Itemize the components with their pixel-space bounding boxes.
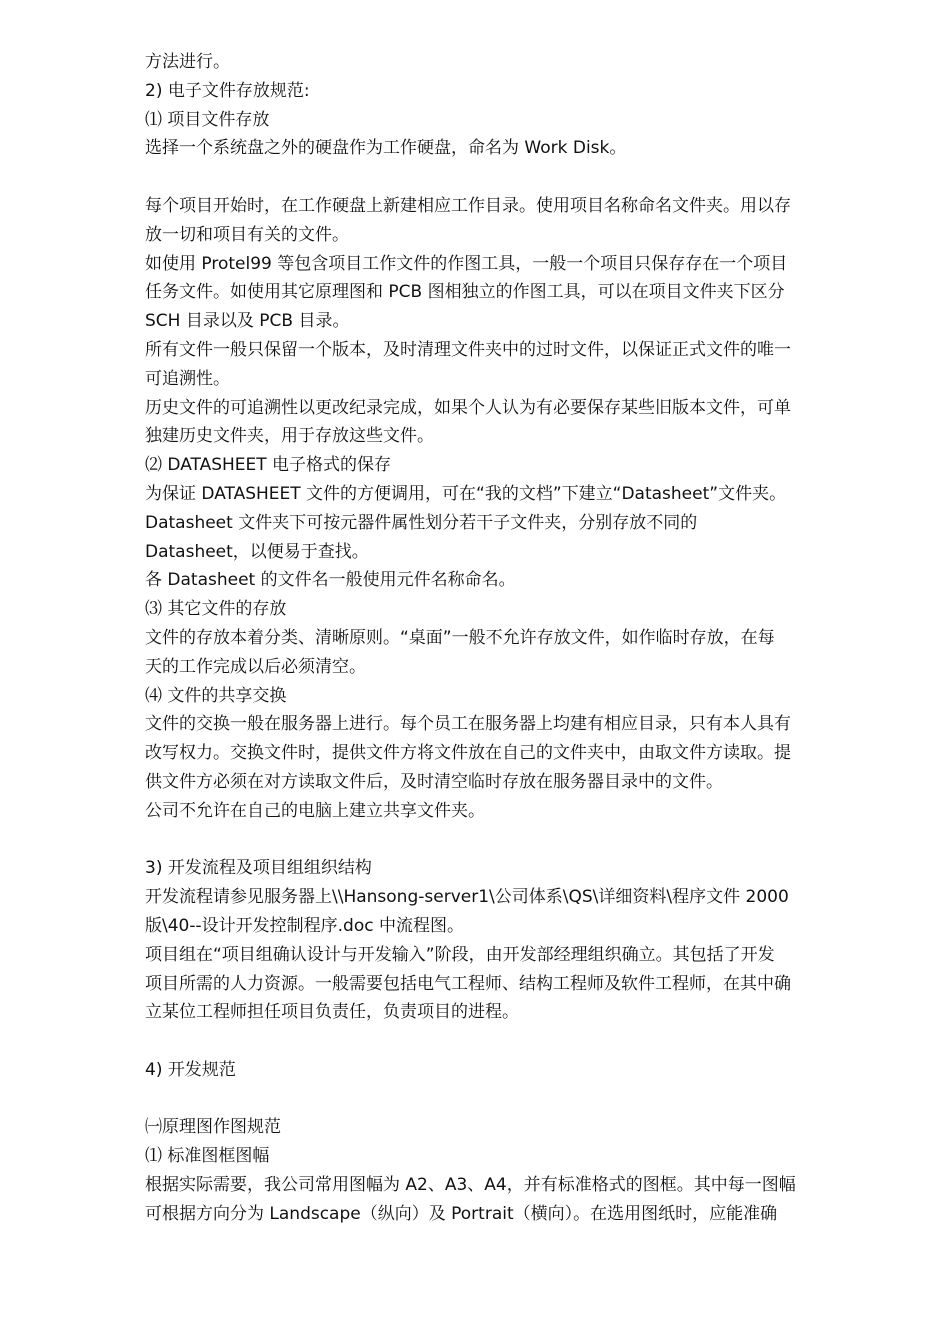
section-heading: 4) 开发规范 xyxy=(145,1059,236,1080)
text-line: 版\40--设计开发控制程序.doc 中流程图。 xyxy=(145,915,464,936)
text-line: 方法进行。 xyxy=(145,52,230,72)
text-line: 放一切和项目有关的文件。 xyxy=(145,224,349,245)
section-heading: 2) 电子文件存放规范: xyxy=(145,80,310,101)
text-line: 改写权力。交换文件时，提供文件方将文件放在自己的文件夹中，由取文件方读取。提 xyxy=(145,743,791,764)
blank-line xyxy=(145,163,885,192)
text-line: 任务文件。如使用其它原理图和 PCB 图相独立的作图工具，可以在项目文件夹下区分 xyxy=(145,282,785,303)
text-line: 供文件方必须在对方读取文件后，及时清空临时存放在服务器目录中的文件。 xyxy=(145,771,723,792)
text-line: 开发流程请参见服务器上\\Hansong-server1\公司体系\QS\详细资料\程序文件 2000 xyxy=(145,887,789,908)
subsection-heading: ⑶ 其它文件的存放 xyxy=(145,599,287,620)
document-page xyxy=(145,48,885,1229)
text-line: Datasheet，以便易于查找。 xyxy=(145,541,369,562)
text-line: 选择一个系统盘之外的硬盘作为工作硬盘，命名为 Work Disk。 xyxy=(145,138,627,159)
text-line: 根据实际需要，我公司常用图幅为 A2、A3、A4，并有标准格式的图框。其中每一图幅 xyxy=(145,1175,796,1196)
text-line: 天的工作完成以后必须清空。 xyxy=(145,656,366,677)
text-line: 项目组在“项目组确认设计与开发输入”阶段，由开发部经理组织确立。其包括了开发 xyxy=(145,944,775,965)
subsection-heading: ⑴ 标准图框图幅 xyxy=(145,1146,270,1167)
blank-line xyxy=(145,1027,885,1056)
blank-line xyxy=(145,1085,885,1114)
subsection-heading: ⑴ 项目文件存放 xyxy=(145,109,270,130)
blank-line xyxy=(145,826,885,855)
text-line: 各 Datasheet 的文件名一般使用元件名称命名。 xyxy=(145,570,516,591)
subsection-heading: ⑷ 文件的共享交换 xyxy=(145,685,287,706)
text-line: 为保证 DATASHEET 文件的方便调用，可在“我的文档”下建立“Datasheet”文件夹。 xyxy=(145,483,787,504)
text-line: Datasheet 文件夹下可按元器件属性划分若干子文件夹，分别存放不同的 xyxy=(145,512,698,533)
text-line: 文件的存放本着分类、清晰原则。“桌面”一般不允许存放文件，如作临时存放，在每 xyxy=(145,627,775,648)
section-heading: 3) 开发流程及项目组组织结构 xyxy=(145,858,372,879)
text-line: 公司不允许在自己的电脑上建立共享文件夹。 xyxy=(145,800,485,821)
text-line: 独建历史文件夹，用于存放这些文件。 xyxy=(145,426,434,447)
text-line: 文件的交换一般在服务器上进行。每个员工在服务器上均建有相应目录，只有本人具有 xyxy=(145,714,791,735)
text-line: 可追溯性。 xyxy=(145,368,230,389)
text-line: 项目所需的人力资源。一般需要包括电气工程师、结构工程师及软件工程师，在其中确 xyxy=(145,973,791,994)
text-line: SCH 目录以及 PCB 目录。 xyxy=(145,311,350,332)
text-line: 每个项目开始时，在工作硬盘上新建相应工作目录。使用项目名称命名文件夹。用以存 xyxy=(145,195,791,216)
text-line: 立某位工程师担任项目负责任，负责项目的进程。 xyxy=(145,1002,519,1023)
subsection-heading: ⑵ DATASHEET 电子格式的保存 xyxy=(145,455,392,476)
text-line: 历史文件的可追溯性以更改纪录完成，如果个人认为有必要保存某些旧版本文件，可单 xyxy=(145,397,791,418)
text-line: 可根据方向分为 Landscape（纵向）及 Portrait（横向）。在选用图纸时，应能准确 xyxy=(145,1203,778,1224)
subsection-heading: ㈠原理图作图规范 xyxy=(145,1117,281,1138)
text-line: 所有文件一般只保留一个版本，及时清理文件夹中的过时文件，以保证正式文件的唯一 xyxy=(145,339,791,360)
text-line: 如使用 Protel99 等包含项目工作文件的作图工具，一般一个项目只保存存在一个项目 xyxy=(145,253,788,274)
